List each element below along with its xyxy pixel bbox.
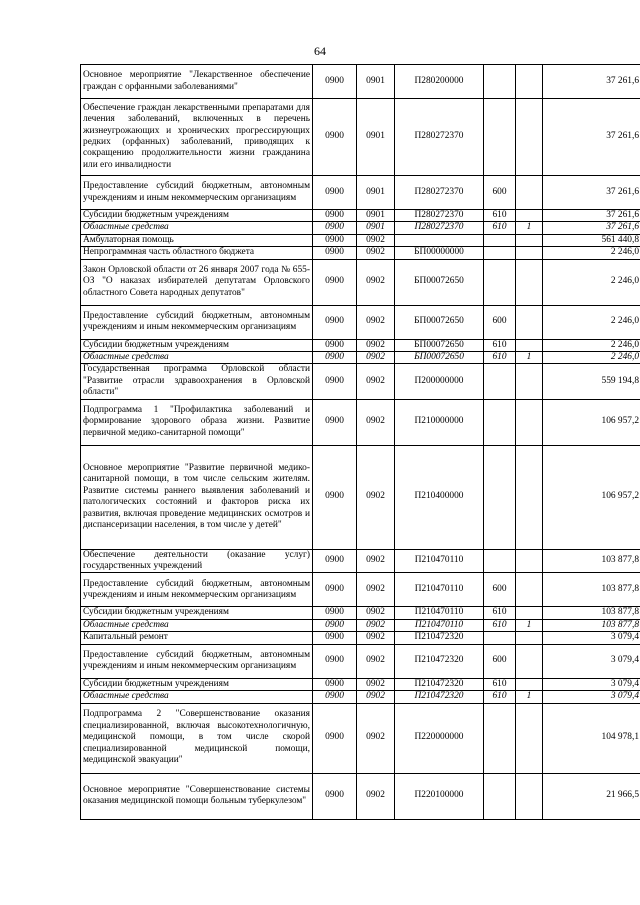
col-amount: 2 246,0 [543, 247, 640, 259]
table-row [81, 573, 640, 607]
col-csr: П210472320 [395, 691, 484, 703]
col-csr: П210470110 [395, 619, 484, 631]
col-ved: 0900 [313, 99, 357, 176]
col-source [516, 773, 543, 819]
col-csr: П210472320 [395, 632, 484, 644]
col-vr: 610 [484, 691, 516, 703]
row-name: Субсидии бюджетным учреждениям [81, 339, 313, 351]
row-name: Предоставление субсидий бюджетным, автономным учреждениям и иным некоммерческим организациям [81, 176, 313, 210]
table-row [81, 222, 640, 234]
row-name: Областные средства [81, 352, 313, 364]
col-csr: БП00072650 [395, 259, 484, 305]
col-ved: 0900 [313, 573, 357, 607]
table-row [81, 247, 640, 259]
col-ved: 0900 [313, 703, 357, 773]
col-razdel: 0902 [357, 691, 395, 703]
col-vr: 610 [484, 210, 516, 222]
col-vr [484, 549, 516, 573]
col-razdel: 0902 [357, 445, 395, 549]
col-csr: П280272370 [395, 222, 484, 234]
col-vr [484, 445, 516, 549]
col-vr: 610 [484, 352, 516, 364]
col-vr [484, 99, 516, 176]
col-ved: 0900 [313, 247, 357, 259]
col-vr [484, 234, 516, 246]
col-razdel: 0902 [357, 703, 395, 773]
row-name: Непрограммная часть областного бюджета [81, 247, 313, 259]
budget-table [80, 64, 640, 820]
page-number: 64 [314, 44, 326, 58]
col-ved: 0900 [313, 305, 357, 339]
col-source [516, 65, 543, 99]
col-amount: 37 261,6 [543, 222, 640, 234]
col-csr [395, 234, 484, 246]
col-vr [484, 773, 516, 819]
col-amount: 2 246,0 [543, 259, 640, 305]
col-source [516, 305, 543, 339]
col-csr: П210472320 [395, 678, 484, 690]
col-csr: БП00072650 [395, 305, 484, 339]
col-amount: 37 261,6 [543, 65, 640, 99]
col-vr: 610 [484, 607, 516, 619]
col-source [516, 339, 543, 351]
table-row [81, 773, 640, 819]
col-amount: 103 877,8 [543, 607, 640, 619]
col-amount: 2 246,0 [543, 352, 640, 364]
col-source: 1 [516, 619, 543, 631]
col-amount: 2 246,0 [543, 339, 640, 351]
table-row [81, 65, 640, 99]
row-name: Предоставление субсидий бюджетным, автономным учреждениям и иным некоммерческим организациям [81, 573, 313, 607]
col-amount: 3 079,4 [543, 678, 640, 690]
col-razdel: 0902 [357, 678, 395, 690]
col-razdel: 0902 [357, 259, 395, 305]
col-vr [484, 259, 516, 305]
table-row [81, 703, 640, 773]
col-ved: 0900 [313, 691, 357, 703]
col-amount: 37 261,6 [543, 99, 640, 176]
col-ved: 0900 [313, 678, 357, 690]
row-name: Закон Орловской области от 26 января 2007 года № 655-ОЗ "О наказах избирателей депутатам Орловского областного Совета народных депутатов" [81, 259, 313, 305]
table-row [81, 352, 640, 364]
row-name: Субсидии бюджетным учреждениям [81, 607, 313, 619]
col-ved: 0900 [313, 352, 357, 364]
col-csr: П210472320 [395, 644, 484, 678]
table-row [81, 678, 640, 690]
col-csr: П280272370 [395, 210, 484, 222]
col-vr [484, 364, 516, 399]
col-source [516, 703, 543, 773]
row-name: Государственная программа Орловской области "Развитие отрасли здравоохранения в Орловской области" [81, 364, 313, 399]
col-vr [484, 65, 516, 99]
col-csr: БП00072650 [395, 339, 484, 351]
col-source [516, 632, 543, 644]
row-name: Капитальный ремонт [81, 632, 313, 644]
col-ved: 0900 [313, 234, 357, 246]
col-csr: П280272370 [395, 99, 484, 176]
row-name: Областные средства [81, 691, 313, 703]
table-row [81, 210, 640, 222]
col-razdel: 0902 [357, 607, 395, 619]
col-ved: 0900 [313, 222, 357, 234]
col-vr [484, 703, 516, 773]
col-source [516, 549, 543, 573]
row-name: Областные средства [81, 619, 313, 631]
col-source [516, 210, 543, 222]
row-name: Подпрограмма 2 "Совершенствование оказания специализированной, включая высокотехнологичную, медицинской помощи, в том числе скорой специализированной медицинской помощи, медицинской эвакуации" [81, 703, 313, 773]
row-name: Областные средства [81, 222, 313, 234]
row-name: Предоставление субсидий бюджетным, автономным учреждениям и иным некоммерческим организациям [81, 644, 313, 678]
col-razdel: 0902 [357, 573, 395, 607]
col-amount: 104 978,1 [543, 703, 640, 773]
row-name: Основное мероприятие "Лекарственное обеспечение граждан с орфанными заболеваниями" [81, 65, 313, 99]
col-ved: 0900 [313, 364, 357, 399]
col-source [516, 247, 543, 259]
col-source [516, 445, 543, 549]
col-source [516, 573, 543, 607]
col-razdel: 0902 [357, 352, 395, 364]
col-amount: 3 079,4 [543, 644, 640, 678]
budget-table-body [81, 65, 640, 820]
col-razdel: 0902 [357, 247, 395, 259]
row-name: Субсидии бюджетным учреждениям [81, 678, 313, 690]
col-ved: 0900 [313, 399, 357, 445]
col-source [516, 678, 543, 690]
table-row [81, 632, 640, 644]
col-source: 1 [516, 691, 543, 703]
row-name: Обеспечение деятельности (оказание услуг) государственных учреждений [81, 549, 313, 573]
col-vr [484, 247, 516, 259]
col-ved: 0900 [313, 607, 357, 619]
col-ved: 0900 [313, 210, 357, 222]
col-amount: 103 877,8 [543, 573, 640, 607]
table-row [81, 339, 640, 351]
col-vr: 610 [484, 678, 516, 690]
table-row [81, 619, 640, 631]
row-name: Обеспечение граждан лекарственными препаратами для лечения заболеваний, включенных в перечень жизнеугрожающих и хронических прогрессирующих редких (орфанных) заболеваний, приводящих к сокращению продолжительности жизни гражданина или его инвалидности [81, 99, 313, 176]
col-razdel: 0902 [357, 644, 395, 678]
col-vr [484, 632, 516, 644]
row-name: Подпрограмма 1 "Профилактика заболеваний и формирование здорового образа жизни. Развитие первичной медико-санитарной помощи" [81, 399, 313, 445]
row-name: Основное мероприятие "Развитие первичной медико-санитарной помощи, в том числе сельским жителям. Развитие системы раннего выявления заболеваний и патологических состояний и факторов риска их развития, включая проведение медицинских осмотров и диспансеризации населения, в том числе у детей" [81, 445, 313, 549]
col-razdel: 0902 [357, 632, 395, 644]
table-row [81, 364, 640, 399]
col-razdel: 0901 [357, 99, 395, 176]
col-source [516, 607, 543, 619]
col-source [516, 399, 543, 445]
row-name: Основное мероприятие "Совершенствование системы оказания медицинской помощи больным туберкулезом" [81, 773, 313, 819]
table-row [81, 259, 640, 305]
col-amount: 3 079,4 [543, 691, 640, 703]
col-amount: 103 877,8 [543, 549, 640, 573]
table-row [81, 549, 640, 573]
col-ved: 0900 [313, 773, 357, 819]
col-source [516, 259, 543, 305]
col-source [516, 644, 543, 678]
col-razdel: 0901 [357, 210, 395, 222]
col-vr: 610 [484, 339, 516, 351]
col-source: 1 [516, 352, 543, 364]
table-row [81, 176, 640, 210]
col-amount: 106 957,2 [543, 399, 640, 445]
table-row [81, 445, 640, 549]
col-razdel: 0902 [357, 305, 395, 339]
col-amount: 37 261,6 [543, 176, 640, 210]
col-csr: БП00000000 [395, 247, 484, 259]
col-vr: 600 [484, 573, 516, 607]
row-name: Амбулаторная помощь [81, 234, 313, 246]
col-csr: П200000000 [395, 364, 484, 399]
col-razdel: 0902 [357, 549, 395, 573]
col-razdel: 0902 [357, 339, 395, 351]
table-row [81, 305, 640, 339]
col-csr: П210400000 [395, 445, 484, 549]
col-vr: 610 [484, 619, 516, 631]
col-csr: П210470110 [395, 549, 484, 573]
col-vr: 610 [484, 222, 516, 234]
table-row [81, 99, 640, 176]
col-csr: П220100000 [395, 773, 484, 819]
col-ved: 0900 [313, 644, 357, 678]
col-razdel: 0902 [357, 773, 395, 819]
col-ved: 0900 [313, 549, 357, 573]
col-ved: 0900 [313, 619, 357, 631]
table-row [81, 607, 640, 619]
col-vr: 600 [484, 644, 516, 678]
col-source [516, 364, 543, 399]
col-ved: 0900 [313, 632, 357, 644]
col-razdel: 0902 [357, 364, 395, 399]
col-amount: 106 957,2 [543, 445, 640, 549]
table-row [81, 691, 640, 703]
col-razdel: 0901 [357, 176, 395, 210]
col-source [516, 99, 543, 176]
col-amount: 2 246,0 [543, 305, 640, 339]
col-amount: 561 440,8 [543, 234, 640, 246]
col-razdel: 0901 [357, 222, 395, 234]
col-csr: П210470110 [395, 607, 484, 619]
col-csr: П210470110 [395, 573, 484, 607]
col-ved: 0900 [313, 176, 357, 210]
col-amount: 103 877,8 [543, 619, 640, 631]
col-vr: 600 [484, 176, 516, 210]
table-row [81, 399, 640, 445]
col-source: 1 [516, 222, 543, 234]
col-ved: 0900 [313, 65, 357, 99]
row-name: Предоставление субсидий бюджетным, автономным учреждениям и иным некоммерческим организациям [81, 305, 313, 339]
col-ved: 0900 [313, 445, 357, 549]
col-csr: П280200000 [395, 65, 484, 99]
col-source [516, 234, 543, 246]
col-ved: 0900 [313, 259, 357, 305]
col-amount: 21 966,5 [543, 773, 640, 819]
col-amount: 559 194,8 [543, 364, 640, 399]
col-vr: 600 [484, 305, 516, 339]
col-amount: 3 079,4 [543, 632, 640, 644]
col-razdel: 0901 [357, 65, 395, 99]
col-csr: БП00072650 [395, 352, 484, 364]
col-razdel: 0902 [357, 234, 395, 246]
col-razdel: 0902 [357, 619, 395, 631]
col-amount: 37 261,6 [543, 210, 640, 222]
row-name: Субсидии бюджетным учреждениям [81, 210, 313, 222]
col-razdel: 0902 [357, 399, 395, 445]
col-vr [484, 399, 516, 445]
col-ved: 0900 [313, 339, 357, 351]
col-csr: П210000000 [395, 399, 484, 445]
col-source [516, 176, 543, 210]
col-csr: П280272370 [395, 176, 484, 210]
table-row [81, 644, 640, 678]
col-csr: П220000000 [395, 703, 484, 773]
table-row [81, 234, 640, 246]
